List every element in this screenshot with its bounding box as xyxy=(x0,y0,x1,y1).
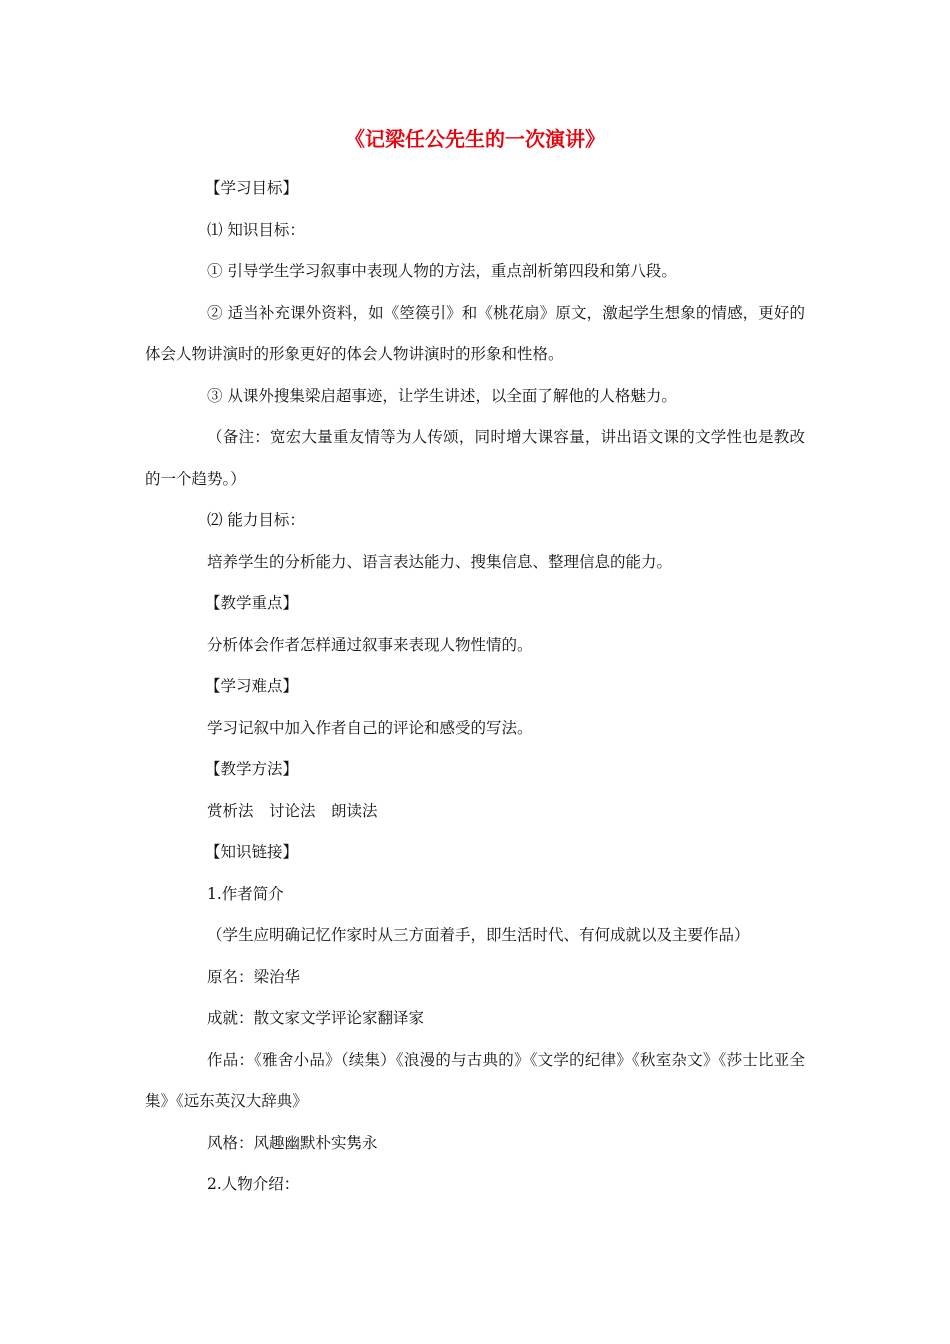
paragraph: 2.人物介绍： xyxy=(207,1175,300,1193)
paragraph: 赏析法 讨论法 朗读法 xyxy=(207,801,378,820)
section-heading-teaching-focus: 【教学重点】 xyxy=(205,594,299,612)
section-heading-difficulty: 【学习难点】 xyxy=(205,677,299,695)
paragraph: ③ 从课外搜集梁启超事迹，让学生讲述，以全面了解他的人格魅力。 xyxy=(207,386,677,405)
document-body xyxy=(145,168,805,1206)
section-heading-methods: 【教学方法】 xyxy=(205,760,299,778)
paragraph: ① 引导学生学习叙事中表现人物的方法，重点剖析第四段和第八段。 xyxy=(207,262,677,280)
section-heading-learning-goals: 【学习目标】 xyxy=(205,179,299,197)
paragraph: 学习记叙中加入作者自己的评论和感受的写法。 xyxy=(207,718,533,737)
paragraph: （学生应明确记忆作家时从三方面着手，即生活时代、有何成就以及主要作品） xyxy=(207,926,750,944)
document-title: 《记梁任公先生的一次演讲》 xyxy=(345,127,605,151)
paragraph: ⑵ 能力目标： xyxy=(207,511,305,529)
paragraph: 成就：散文家文学评论家翻译家 xyxy=(207,1009,425,1027)
paragraph: ⑴ 知识目标： xyxy=(207,220,305,239)
paragraph: 原名：梁治华 xyxy=(207,967,301,986)
paragraph: 作品：《雅舍小品》（续集）《浪漫的与古典的》《文学的纪律》《秋室杂文》《莎士比亚全集》《远东英汉大辞典》 xyxy=(145,1050,805,1110)
paragraph: 培养学生的分析能力、语言表达能力、搜集信息、整理信息的能力。 xyxy=(207,552,673,571)
paragraph: ② 适当补充课外资料，如《箜篌引》和《桃花扇》原文，激起学生想象的情感，更好的体会人物讲演时的形象更好的体会人物讲演时的形象和性格。 xyxy=(145,303,805,363)
paragraph: 1.作者简介 xyxy=(207,884,284,903)
paragraph: （备注：宽宏大量重友情等为人传颂，同时增大课容量，讲出语文课的文学性也是教改的一个趋势。） xyxy=(145,428,805,488)
paragraph: 风格：风趣幽默朴实隽永 xyxy=(207,1133,378,1152)
paragraph: 分析体会作者怎样通过叙事来表现人物性情的。 xyxy=(207,635,533,654)
section-heading-knowledge-links: 【知识链接】 xyxy=(205,843,299,861)
